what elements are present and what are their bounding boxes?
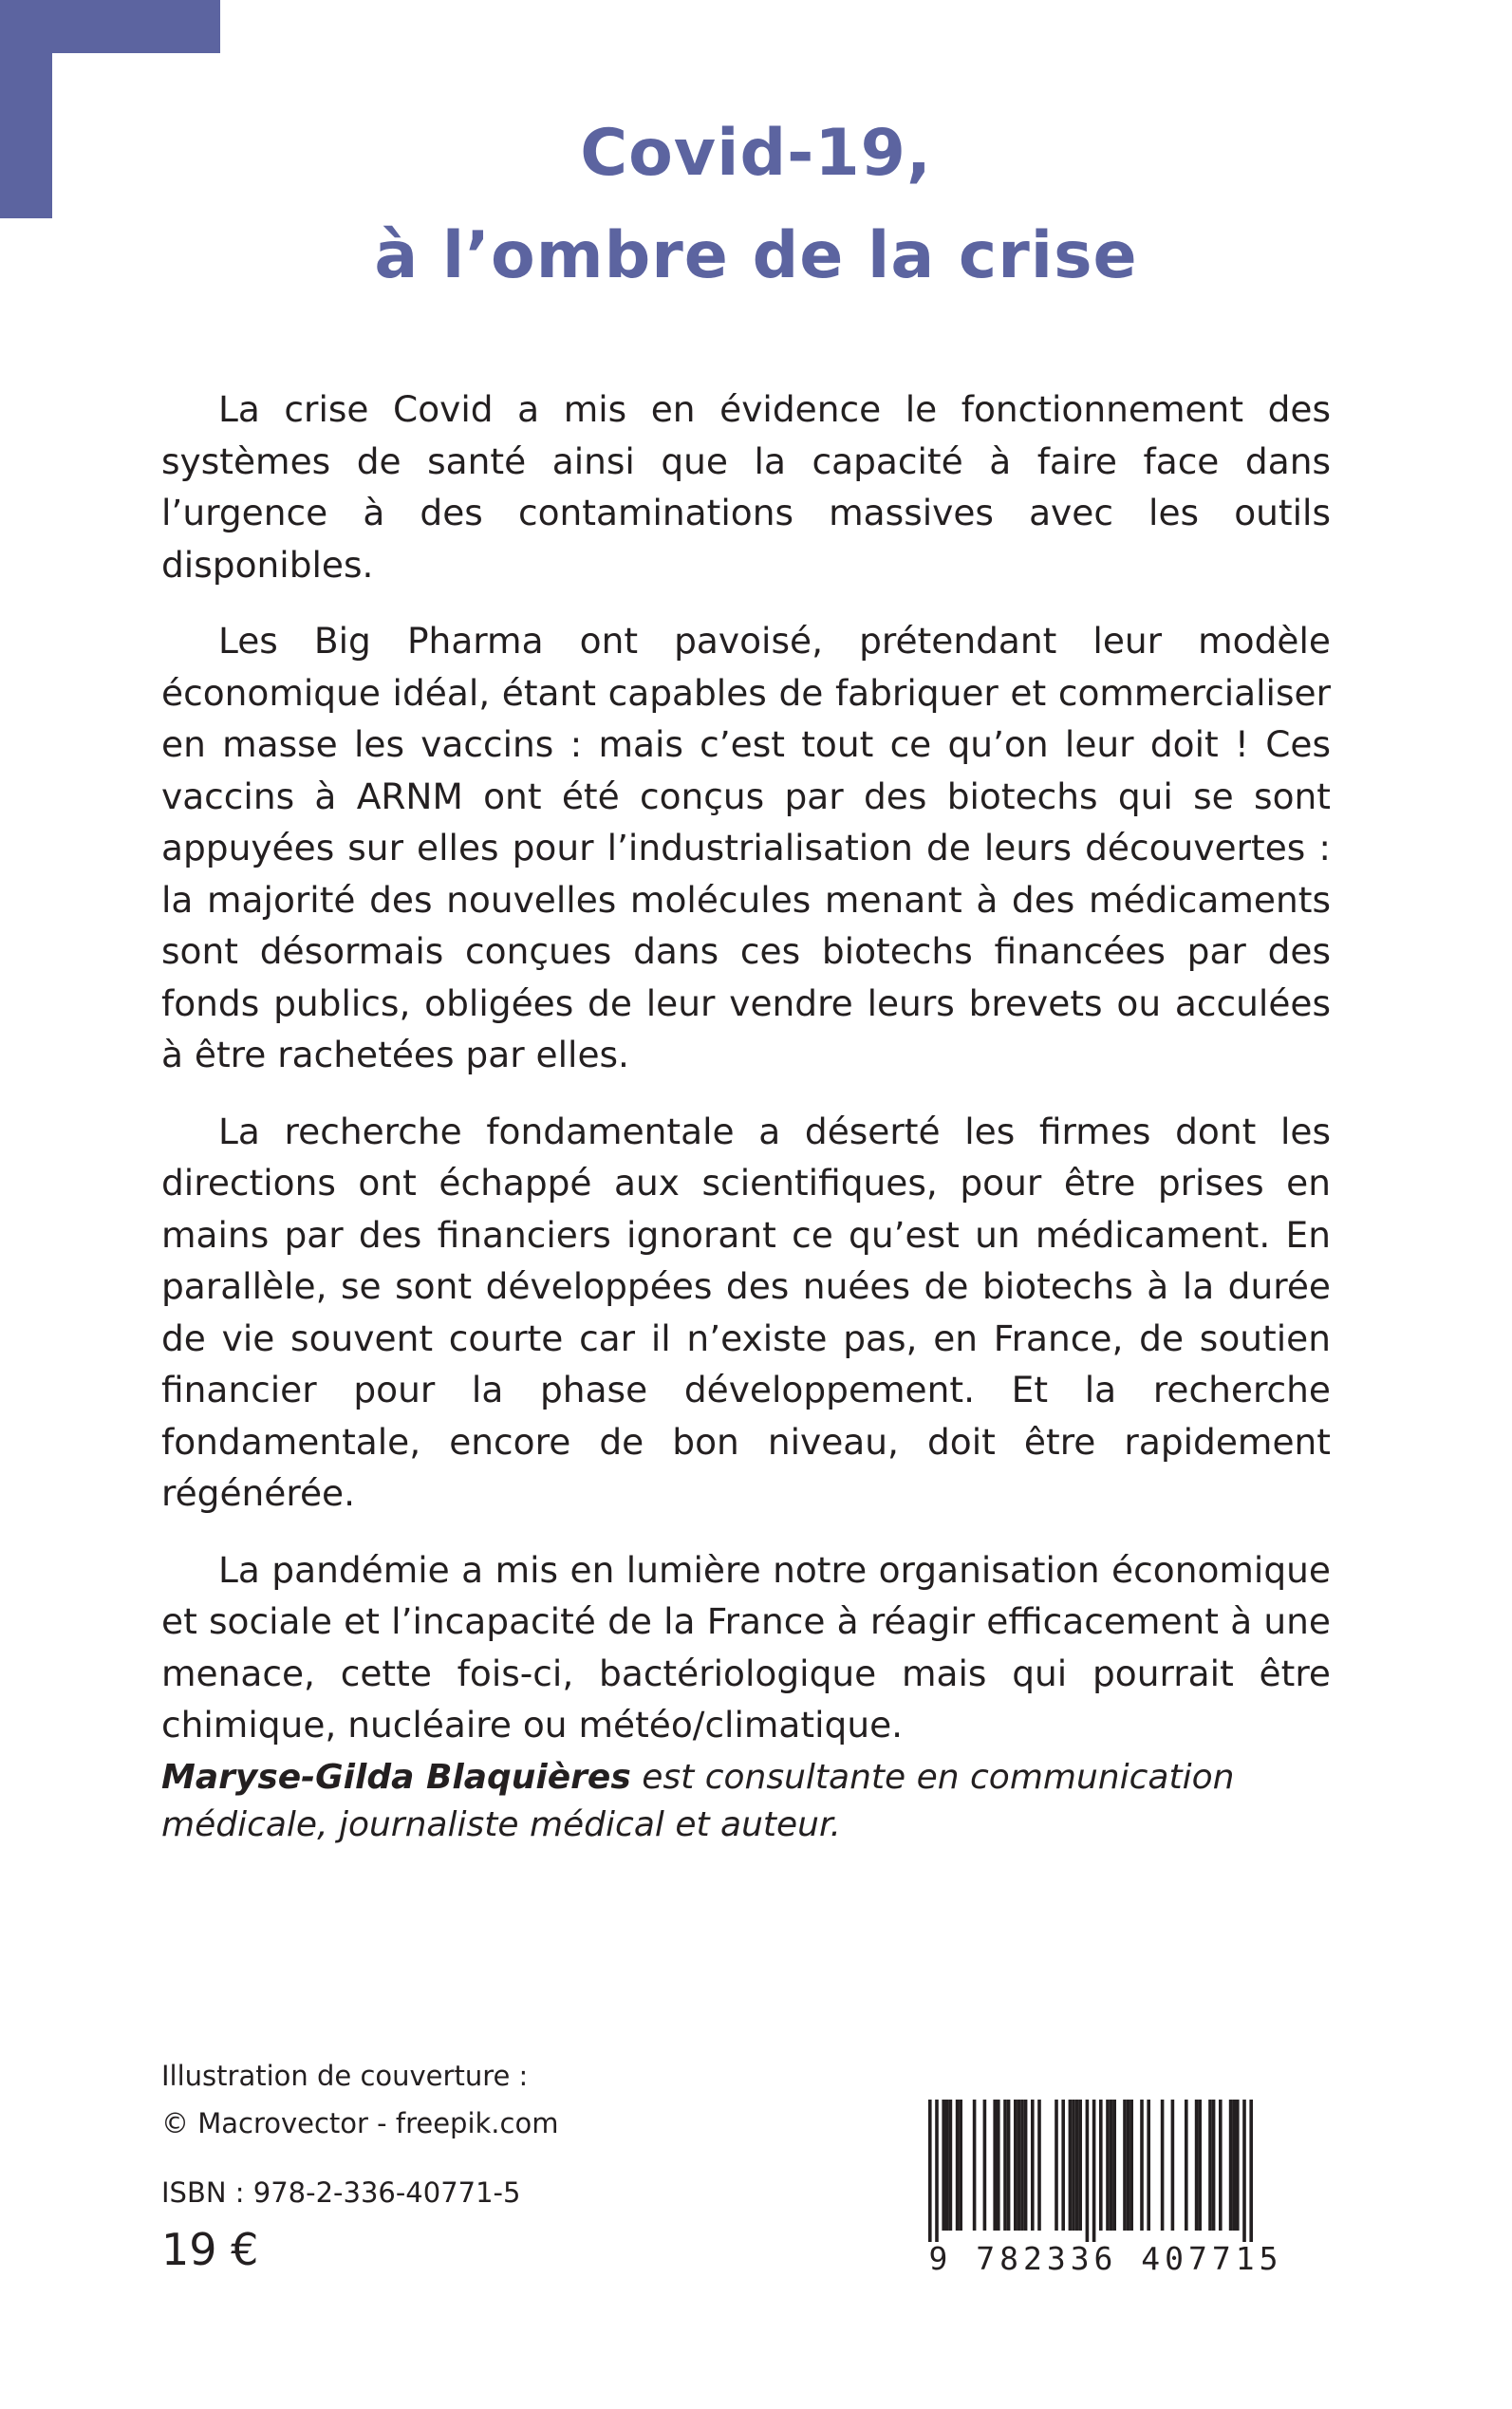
barcode-bar [1161, 2100, 1165, 2231]
barcode-bar [945, 2100, 949, 2231]
barcode-bar [1127, 2100, 1130, 2231]
barcode-bar [1061, 2100, 1065, 2231]
author-bio [161, 1754, 1357, 1849]
barcode-bar [1236, 2100, 1240, 2231]
barcode-bar [1171, 2100, 1175, 2231]
barcode-bar [1185, 2100, 1188, 2231]
barcode-bar [973, 2100, 977, 2231]
barcode-bar [1208, 2100, 1212, 2231]
barcode-bar [1003, 2100, 1007, 2231]
barcode-bar [1017, 2100, 1021, 2231]
barcode-bar [1055, 2100, 1058, 2231]
author-description: est consultante en communication médicale, journaliste médical et auteur. [161, 1758, 1235, 1844]
illustration-credit [161, 2052, 558, 2147]
barcode-bar [1112, 2100, 1116, 2231]
barcode-bar [983, 2100, 987, 2231]
barcode-digits: 9 782336 407715 [928, 2240, 1283, 2277]
barcode-bar [1069, 2100, 1073, 2231]
barcode-bar [1242, 2100, 1246, 2242]
title-line-1: Covid-19, [580, 116, 932, 191]
barcode-bar [959, 2100, 962, 2231]
price: 19 € [161, 2224, 259, 2275]
barcode-bar [1123, 2100, 1127, 2231]
barcode-bar [942, 2100, 945, 2231]
barcode-bar [993, 2100, 997, 2231]
blurb [161, 383, 1331, 1776]
barcode-bar [1075, 2100, 1079, 2231]
barcode-bars [892, 2098, 1319, 2250]
barcode-bar [1195, 2100, 1199, 2231]
barcode-bar [1232, 2100, 1236, 2231]
barcode-bar [1198, 2100, 1202, 2231]
barcode-bar [997, 2100, 1000, 2231]
isbn-text: ISBN : 978-2-336-40771-5 [161, 2176, 521, 2209]
blurb-paragraph-1: La crise Covid a mis en évidence le fonctionnement des systèmes de santé ainsi que la capacité à faire face dans l’urgence à des contaminations massives avec les outils disponibles. [161, 388, 1331, 586]
credit-line-2: © Macrovector - freepik.com [161, 2107, 559, 2139]
barcode-bar [1249, 2100, 1253, 2242]
barcode-bar [1099, 2100, 1103, 2231]
barcode [892, 2098, 1319, 2288]
corner-accent-horizontal [0, 0, 220, 53]
barcode-bar [1147, 2100, 1150, 2231]
barcode-bar [1031, 2100, 1035, 2231]
barcode-bar [1086, 2100, 1090, 2242]
barcode-bar [1229, 2100, 1233, 2231]
barcode-bar [1212, 2100, 1216, 2231]
barcode-bar [949, 2100, 953, 2231]
barcode-bar [1219, 2100, 1223, 2231]
barcode-bar [935, 2100, 939, 2242]
book-title [0, 103, 1512, 308]
barcode-bar [1024, 2100, 1028, 2231]
barcode-bar [956, 2100, 960, 2231]
title-line-2: à l’ombre de la crise [374, 218, 1138, 293]
barcode-bar [1020, 2100, 1024, 2231]
author-name: Maryse-Gilda Blaquières [161, 1758, 631, 1797]
blurb-paragraph-3: La recherche fondamentale a déserté les firmes dont les directions ont échappé aux scientifiques, pour être prises en mains par des financiers ignorant ce qu’est un médicament. En parallèle, se sont développées des nuées de biotechs à la durée de vie souvent courte car il n’existe pas, en France, de soutien financier pour la phase développement. Et la recherche fondamentale, encore de bon niveau, doit être rapidement régénérée. [161, 1110, 1331, 1514]
barcode-bar [1129, 2100, 1133, 2231]
barcode-bar [1092, 2100, 1096, 2242]
barcode-bar [1037, 2100, 1041, 2231]
barcode-bar [1106, 2100, 1110, 2231]
barcode-bar [1078, 2100, 1082, 2231]
credit-line-1: Illustration de couverture : [161, 2060, 529, 2092]
barcode-bar [1140, 2100, 1144, 2231]
blurb-paragraph-2: Les Big Pharma ont pavoisé, prétendant leur modèle économique idéal, étant capables de fabriquer et commercialiser en masse les vaccins : mais c’est tout ce qu’on leur doit ! Ces vaccins à ARNM ont été conçus par des biotechs qui se sont appuyées sur elles pour l’industrialisation de leurs découvertes : la majorité des nouvelles molécules menant à des médicaments sont désormais conçues dans ces biotechs financées par des fonds publics, obligées de leur vendre leurs brevets ou acculées à être rachetées par elles. [161, 620, 1331, 1075]
barcode-bar [1072, 2100, 1075, 2231]
barcode-bar [1014, 2100, 1017, 2231]
barcode-bar [928, 2100, 932, 2242]
blurb-paragraph-4: La pandémie a mis en lumière notre organisation économique et sociale et l’incapacité de la France à réagir efficacement à une menace, cette fois-ci, bactériologique mais qui pourrait être chimique, nucléaire ou météo/climatique. [161, 1548, 1331, 1746]
barcode-bar [1007, 2100, 1011, 2231]
barcode-bar [1110, 2100, 1113, 2231]
